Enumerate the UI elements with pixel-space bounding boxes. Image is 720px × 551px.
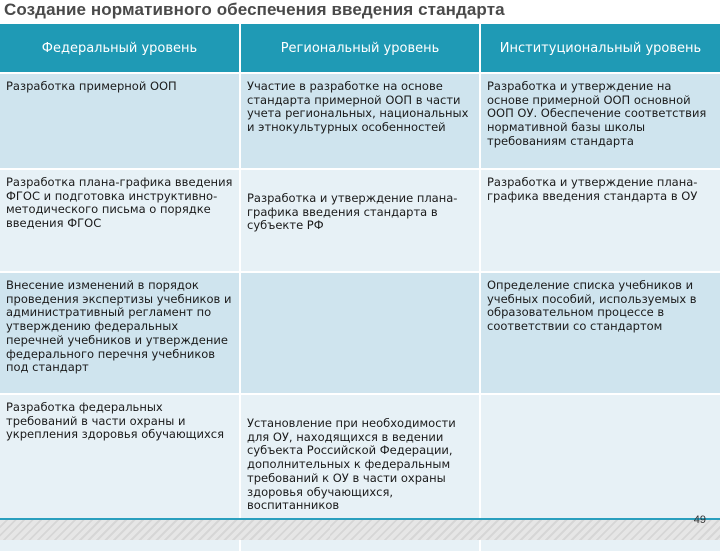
cell-federal: Внесение изменений в порядок проведения экспертизы учебников и административный регламент по утверждению федеральных перечней учебников и утверждение федерального перечня учебников под стандарт: [0, 272, 240, 394]
footer-band: [0, 518, 720, 540]
page-title: Создание нормативного обеспечения введения стандарта: [4, 0, 505, 19]
cell-institutional: Разработка и утверждение на основе примерной ООП основной ООП ОУ. Обеспечение соответствия нормативной базы школы требованиям стандарта: [480, 73, 720, 169]
table-row: [0, 73, 720, 169]
cell-regional: [240, 272, 480, 394]
standards-table: [0, 24, 720, 551]
cell-regional: Разработка и утверждение плана-графика введения стандарта в субъекте РФ: [240, 169, 480, 272]
header-regional: Региональный уровень: [240, 24, 480, 73]
cell-institutional: Разработка и утверждение плана-графика введения стандарта в ОУ: [480, 169, 720, 272]
cell-institutional: Определение списка учебников и учебных пособий, используемых в образовательном процессе в соответствии со стандартом: [480, 272, 720, 394]
page-number: 49: [693, 514, 706, 526]
cell-regional: Установление при необходимости для ОУ, находящихся в ведении субъекта Российской Федерации, дополнительных к федеральным требований к ОУ в части охраны здоровья обучающихся, воспитанников: [240, 394, 480, 551]
table-row: [0, 169, 720, 272]
cell-federal: Разработка примерной ООП: [0, 73, 240, 169]
header-federal: Федеральный уровень: [0, 24, 240, 73]
cell-federal: Разработка федеральных требований в части охраны и укрепления здоровья обучающихся: [0, 394, 240, 551]
footer-stripe-left: [0, 520, 330, 540]
table-header-row: [0, 24, 720, 73]
cell-federal: Разработка плана-графика введения ФГОС и подготовка инструктивно-методического письма о порядке введения ФГОС: [0, 169, 240, 272]
footer-stripe-right: [330, 520, 720, 540]
header-institutional: Институциональный уровень: [480, 24, 720, 73]
cell-regional: Участие в разработке на основе стандарта примерной ООП в части учета региональных, национальных и этнокультурных особенностей: [240, 73, 480, 169]
table-row: [0, 272, 720, 394]
